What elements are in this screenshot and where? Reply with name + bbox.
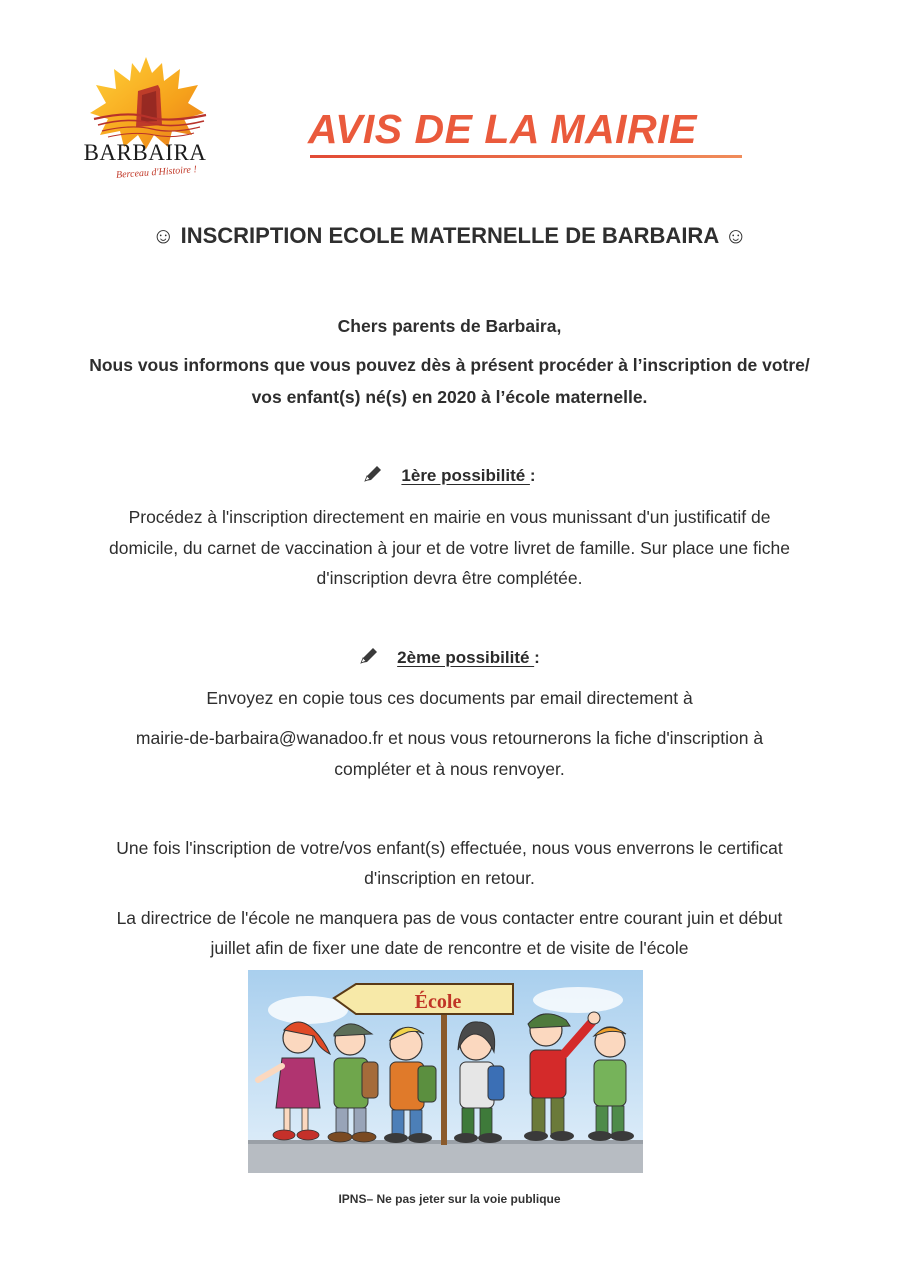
school-children-illustration: [248, 970, 643, 1173]
option-2-label: 2ème possibilité: [397, 647, 535, 667]
barbaira-logo: [78, 55, 218, 185]
vine-leaf-icon: [88, 55, 208, 150]
option-1-label: 1ère possibilité: [401, 465, 530, 485]
option-1-colon: :: [529, 465, 536, 485]
option-1-heading: [0, 465, 899, 488]
option-2-colon: :: [534, 647, 540, 667]
option-1-line-1: Procédez à l'inscription directement en mairie en vous munissant d'un justificatif de: [128, 507, 771, 527]
greeting: Chers parents de Barbaira,: [337, 316, 562, 336]
closing-line-2: d'inscription en retour.: [364, 868, 535, 888]
logo-tagline: Berceau d'Histoire !: [115, 164, 198, 181]
intro-line-1: Nous vous informons que vous pouvez dès à présent procéder à l’inscription de votre/: [89, 355, 810, 375]
closing-line-4: juillet afin de fixer une date de rencontre et de visite de l'école: [210, 938, 689, 958]
closing-line-3: La directrice de l'école ne manquera pas de vous contacter entre courant juin et début: [116, 908, 783, 928]
pencil-icon: [363, 465, 383, 488]
option-2-line-1: Envoyez en copie tous ces documents par email directement à: [206, 688, 693, 708]
section-heading: ☺ INSCRIPTION ECOLE MATERNELLE DE BARBAIRA ☺: [152, 223, 747, 248]
option-1-line-3: d'inscription devra être complétée.: [316, 568, 583, 588]
option-2-heading: [0, 647, 899, 670]
option-1-line-2: domicile, du carnet de vaccination à jour et de votre livret de famille. Sur place une fiche: [109, 538, 790, 558]
option-2-line-3: compléter et à nous renvoyer.: [334, 759, 565, 779]
intro-line-2: vos enfant(s) né(s) en 2020 à l’école maternelle.: [251, 387, 648, 407]
title-underline: [310, 155, 742, 158]
footer-note: IPNS– Ne pas jeter sur la voie publique: [338, 1192, 561, 1206]
logo-name: BARBAIRA: [83, 140, 207, 165]
closing-line-1: Une fois l'inscription de votre/vos enfant(s) effectuée, nous vous enverrons le certificat: [116, 838, 783, 858]
page-title: AVIS DE LA MAIRIE: [308, 106, 697, 152]
pencil-icon: [359, 647, 379, 670]
option-2-line-2: mairie-de-barbaira@wanadoo.fr et nous vous retournerons la fiche d'inscription à: [135, 728, 764, 748]
sign-text: École: [414, 991, 462, 1013]
